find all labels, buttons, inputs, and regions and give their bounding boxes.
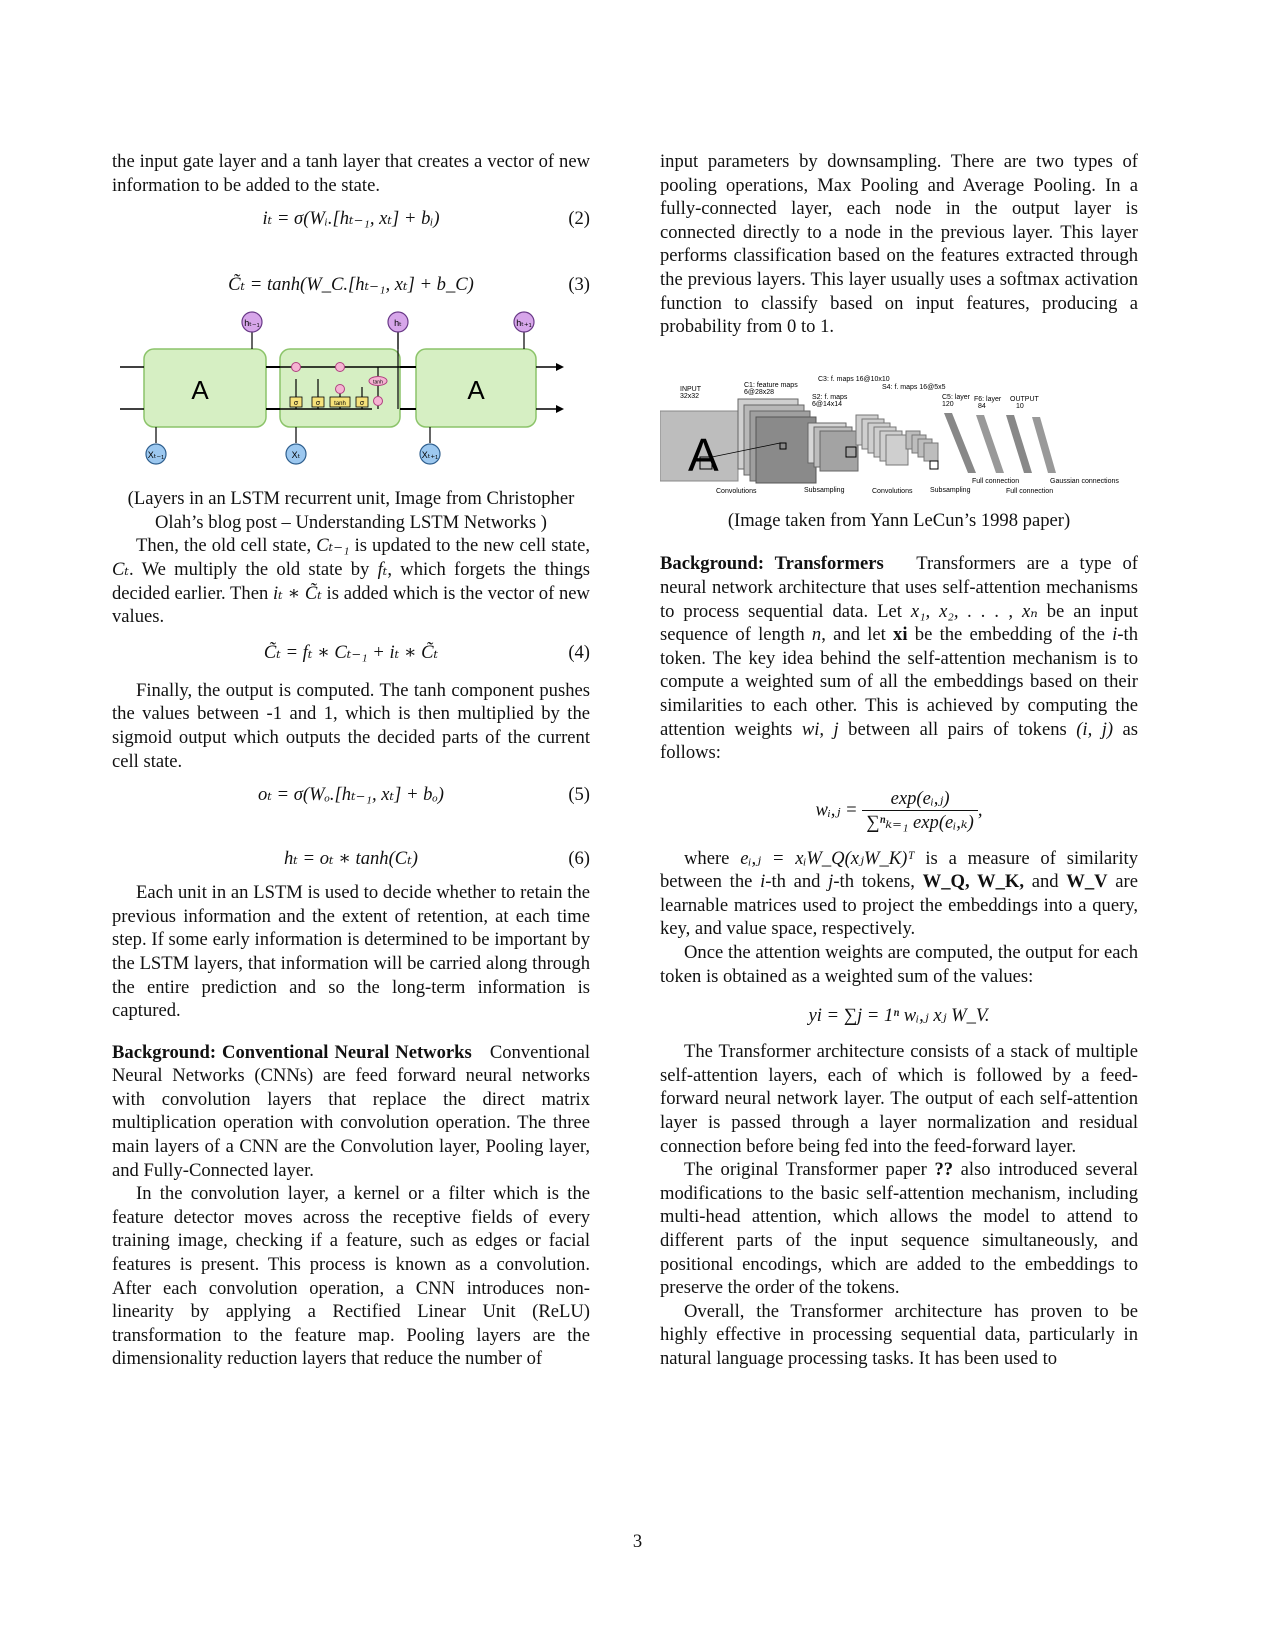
equation-4-expr: C̃ₜ = fₜ ∗ Cₜ₋₁ + iₜ ∗ C̃ₜ <box>263 641 439 663</box>
page-number: 3 <box>632 1531 643 1552</box>
lstm-gate-label: tanh <box>334 401 346 408</box>
lstm-cell-label-left: A <box>191 375 209 406</box>
section-heading-cnn: Background: Conventional Neural Networks <box>112 1041 472 1063</box>
lenet-c3-label: C3: f. maps 16@10x10 <box>818 375 890 383</box>
lstm-x-label: Xₜ <box>291 450 301 461</box>
paragraph-once: Once the attention weights are computed, the output for each token is obtained as a weighted sum of the values: <box>660 942 1138 987</box>
paragraph-overall: Overall, the Transformer architecture has proven to be highly effective in processing sequential data, particularly in natural language processing tasks. It has been used to <box>660 1300 1138 1369</box>
lstm-gate-label: σ <box>293 400 299 408</box>
lenet-bottom-label: Convolutions <box>716 487 757 495</box>
lenet-bottom-label: Convolutions <box>872 487 913 495</box>
paragraph-convolution: In the convolution layer, a kernel or a filter which is the feature detector moves across the receptive fields of every training image, checking if a feature, such as edges or facial features is present. This process is known as a convolution. After each convolution operation, a CNN introduces non-linearity by applying a Rectified Linear Unit (ReLU) transformation to the feature map. Pooling layers are the dimensionality reduction layers that reduce the number of <box>112 1183 590 1370</box>
lenet-c1-label: C1: feature maps <box>744 381 798 389</box>
lenet-full-connection-1: Full connection <box>972 477 1020 485</box>
paragraph-output: Finally, the output is computed. The tanh component pushes the values between -1 and 1, which is then multiplied by the sigmoid output which outputs the decided parts of the current cell state. <box>112 679 590 772</box>
equation-5-expr: oₜ = σ(Wₒ.[hₜ₋₁, xₜ] + bₒ) <box>258 784 444 806</box>
paragraph-transformers-intro: Background: Transformers Transformers are a type of neural network architecture that uses self-attention mechanisms to process sequential data. Let x₁, x₂, . . . , xₙ be an input sequence of length n, and let xi be the embedding of the i-th token. The key idea behind the self-attention mechanism is to compute a weighted sum of all the embeddings based on their similarities to each other. This is achieved by computing the attention weights wi, j between all pairs of tokens (i, j) as follows: <box>660 553 1139 764</box>
paragraph-input-gate: the input gate layer and a tanh layer that creates a vector of new information to be added to the state. <box>112 151 590 196</box>
equation-6-number: (6) <box>568 848 590 870</box>
lenet-input-dim: 32x32 <box>680 392 700 400</box>
lstm-caption: (Layers in an LSTM recurrent unit, Image from Christopher Olah’s blog post – Understanding LSTM Networks ) <box>127 488 575 533</box>
paragraph-architecture: The Transformer architecture consists of a stack of multiple self-attention layers, each of which is followed by a feed-forward neural network layer. The output of each self-attention layer is passed through a layer normalization and residual connection before being fed into the feed-forward layer. <box>660 1041 1138 1157</box>
section-heading-transformers: Background: Transformers <box>660 553 884 575</box>
lenet-s4-label: S4: f. maps 16@5x5 <box>882 383 946 391</box>
lenet-figure <box>660 361 1138 501</box>
lenet-bottom-label: Subsampling <box>930 486 971 494</box>
equation-6 <box>112 847 590 871</box>
lstm-h-label: hₜ₋₁ <box>244 318 260 329</box>
lenet-output-dim: 10 <box>1016 402 1024 410</box>
lenet-s2-label: S2: f. maps <box>812 393 848 401</box>
lstm-x-label: Xₜ₊₁ <box>421 450 439 461</box>
paragraph-original-paper: The original Transformer paper ?? also introduced several modifications to the basic self-attention mechanism, including multi-head attention, which allows the model to attend to different parts of the input sequence simultaneously, and positional encodings, which are added to the embeddings to preserve the order of the tokens. <box>660 1159 1138 1299</box>
lenet-f6-dim: 84 <box>978 402 986 410</box>
citation-ref: ?? <box>934 1159 954 1181</box>
equation-2 <box>112 207 590 231</box>
paragraph-pooling: input parameters by downsampling. There are two types of pooling operations, Max Pooling and Average Pooling. In a fully-connected layer, each node in the output layer is connected directly to a node in the previous layer. This layer performs classification based on the features extracted through the previous layers. This layer usually uses a softmax activation function to classify based on input features, producing a probability from 0 to 1. <box>660 151 1138 338</box>
lstm-cell-label-right: A <box>467 375 485 406</box>
lenet-s2-dim: 6@14x14 <box>812 400 843 408</box>
paragraph-cnn-intro: Background: Conventional Neural Networks Conventional Neural Networks (CNNs) are feed forward neural networks with convolution layers that replace the direct matrix multiplication operation with convolution operation. The three main layers of a CNN are the Convolution layer, Pooling layer, and Fully-Connected layer. <box>112 1041 590 1181</box>
lenet-gaussian-label: Gaussian connections <box>1050 477 1119 485</box>
lstm-x-label: Xₜ₋₁ <box>147 450 165 461</box>
lstm-gate-label: σ <box>359 400 365 408</box>
lenet-bottom-label: Subsampling <box>804 486 845 494</box>
lenet-input-label: INPUT <box>680 385 701 393</box>
equation-6-expr: hₜ = oₜ ∗ tanh(Cₜ) <box>284 848 418 870</box>
lstm-h-label: hₜ <box>394 318 402 329</box>
equation-3 <box>112 273 590 297</box>
equation-attention-weights: wᵢ,ⱼ = $\frac{\text{exp(eᵢ,ⱼ)}}{\text{∑ⁿₖ₌₁ exp(eᵢ,ₖ)}}$ , <box>815 787 983 834</box>
equation-4-number: (4) <box>568 641 590 663</box>
equation-output: yi = ∑j = 1ⁿ wᵢ,ⱼ xⱼ W_V. <box>808 1005 990 1027</box>
lstm-gate-label: σ <box>315 400 321 408</box>
equation-5 <box>112 783 590 807</box>
lenet-c5-label: C5: layer <box>942 393 971 401</box>
lenet-full-connection-2: Full connection <box>1006 487 1054 495</box>
equation-5-number: (5) <box>568 784 590 806</box>
lenet-output-label: OUTPUT <box>1010 395 1039 403</box>
lenet-c1-dim: 6@28x28 <box>744 388 775 396</box>
equation-3-expr: C̃ₜ = tanh(W_C.[hₜ₋₁, xₜ] + b_C) <box>228 274 474 296</box>
right-column <box>660 150 1138 1371</box>
lstm-tanh-op: tanh <box>373 379 383 386</box>
lenet-f6-label: F6: layer <box>974 395 1002 403</box>
equation-2-expr: iₜ = σ(Wᵢ.[hₜ₋₁, xₜ] + bᵢ) <box>262 208 440 230</box>
paragraph-where: where eᵢ,ⱼ = xᵢW_Q(xⱼW_K)ᵀ is a measure of similarity between the i-th and j-th tokens, W_Q, W_K, and W_V are learnable matrices used to project the embeddings into a query, key, and value space, respectively. <box>660 847 1138 940</box>
equation-3-number: (3) <box>568 274 590 296</box>
lenet-c5-dim: 120 <box>942 400 954 408</box>
paragraph-cell-update: Then, the old cell state, Cₜ₋₁ is updated to the new cell state, Cₜ. We multiply the old state by fₜ, which forgets the things decided earlier. Then iₜ ∗ C̃ₜ is added which is the vector of new values. <box>112 535 590 628</box>
equation-4 <box>112 641 590 665</box>
lstm-h-label: hₜ₊₁ <box>516 318 532 329</box>
lstm-figure <box>112 309 590 479</box>
equation-2-number: (2) <box>568 208 590 230</box>
paragraph-lstm-unit: Each unit in an LSTM is used to decide whether to retain the previous information and the extent of retention, at each time step. If some early information is determined to be important by the LSTM layers, that information will be carried along through the entire prediction and so the long-term information is captured. <box>112 882 590 1022</box>
lenet-caption: (Image taken from Yann LeCun’s 1998 paper) <box>727 509 1071 531</box>
lenet-input-letter: A <box>688 428 719 481</box>
left-column <box>112 150 590 1371</box>
